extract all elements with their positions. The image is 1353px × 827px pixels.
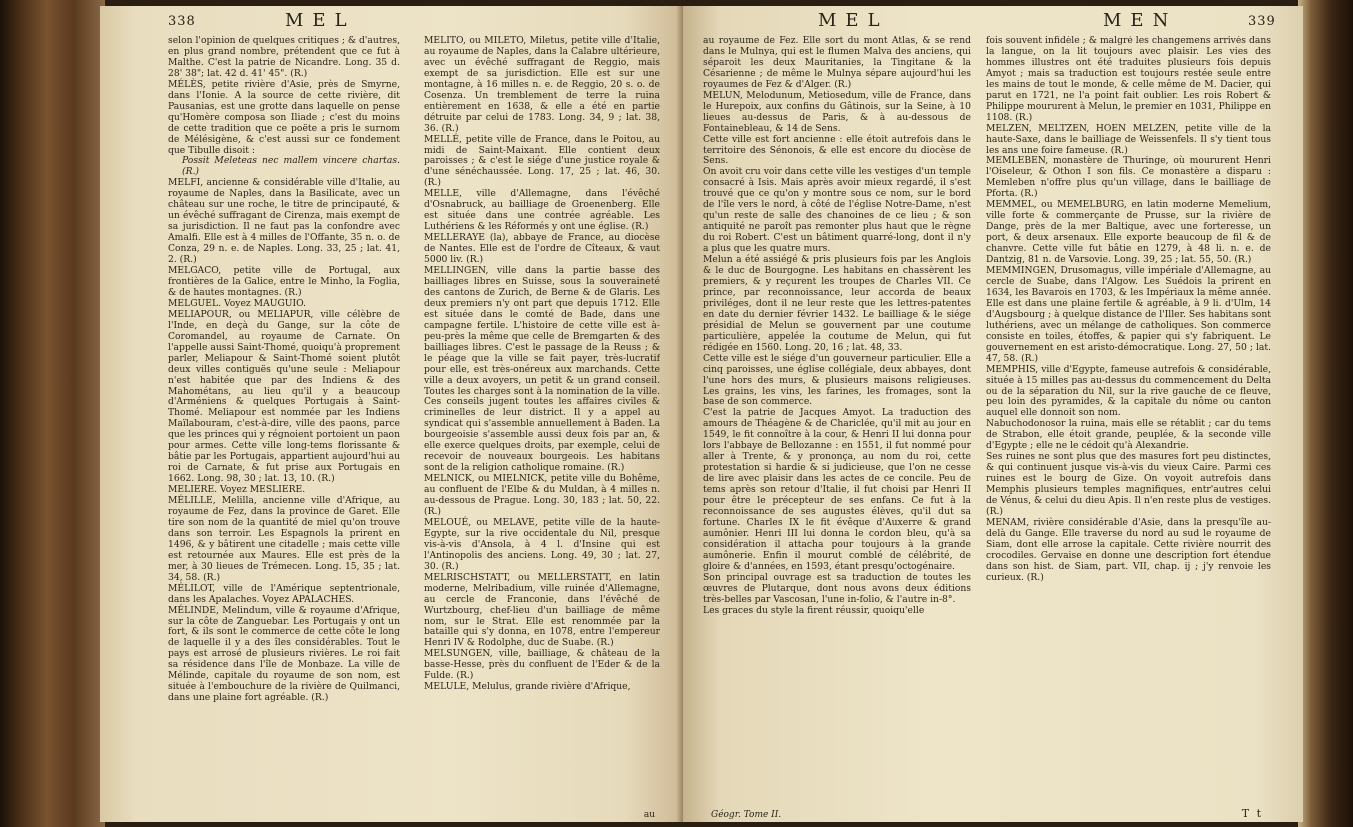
book-cover-right xyxy=(1298,0,1353,827)
entry: MELLERAYE (la), abbaye de France, au diocèse de Nantes. Elle est de l'ordre de Cîteaux, & vaut 5000 liv. (R.) xyxy=(424,232,660,266)
entry: MELSUNGEN, ville, bailliage, & château de la basse-Hesse, près du confluent de l'Eder & de la Fulde. (R.) xyxy=(424,648,660,682)
entry: MENAM, rivière considérable d'Asie, dans la presqu'île au-delà du Gange. Elle traverse du nord au sud le royaume de Siam, dont elle arrose la capitale. Cette rivière nourrit des crocodiles. Gervaise en donne une description fort étendue dans son hist. de Siam, part. VII, chap. ij ; j'y renvoie les curieux. (R.) xyxy=(986,516,1271,583)
entry: MEMMINGEN, Drusomagus, ville impériale d'Allemagne, au cercle de Suabe, dans l'Algow. Les Suédois la prirent en 1634, les Bavarois en 1703, & les Impériaux la même année. Elle est dans une plaine fertile & agréable, à 9 li. d'Ulm, 14 d'Augsbourg ; à quelque distance de l'Iller. Ses habitans sont luthériens, avec un mélange de catholiques. Son commerce consiste en toiles, étoffes, & papier qui s'y fabriquent. Le gouvernement en est aristo-démocratique. Long. 27, 50 ; lat. 47, 58. (R.) xyxy=(986,265,1271,364)
paragraph: Son principal ouvrage est sa traduction de toutes les œuvres de Plutarque, dont nous avons deux éditions très-belles par Vascosan, l'une in-folio, & l'autre in-8°. xyxy=(703,571,971,605)
entry: MELOUÉ, ou MELAVE, petite ville de la haute-Egypte, sur la rive occidentale du Nil, presque vis-à-vis d'Ansola, à 4 l. d'Insine qui est l'Antinopolis des anciens. Long. 49, 30 ; lat. 27, 30. (R.) xyxy=(424,516,660,572)
right-running-head-right: MEN xyxy=(1103,10,1178,31)
paragraph: C'est la patrie de Jacques Amyot. La traduction des amours de Théagène & de Chariclée, qu'il mit au jour en 1549, le fit connoître à la cour, & Henri II lui donna pour lors l'abbaye de Bellozanne : en 1551, il fut nommé pour aller à Trente, & y prononça, au nom du roi, cette protestation si hardie & si judicieuse, que l'on ne cesse de lire avec plaisir dans les actes de ce concile. Peu de tems après son retour d'Italie, il fut choisi par Henri II pour être le précepteur de ses enfans. Ce fut à la reconnoissance de ses augustes élèves, qu'il dut sa fortune. Charles IX le fit évêque d'Auxerre & grand aumônier. Henri III lui donna le cordon bleu, qu'à sa considération il attacha pour toujours à la grande aumônerie. Enfin il mourut comblé de célébrité, de gloire & d'années, en 1593, étant presqu'octogénaire. xyxy=(703,407,971,572)
signature-mark: T t xyxy=(1241,807,1263,820)
entry: selon l'opinion de quelques critiques ; & d'autres, en plus grand nombre, prétendent que ce fut à Malthe. C'est la patrie de Nicandre. Long. 35 d. 28' 38"; lat. 42 d. 41' 45". (R.) xyxy=(168,36,400,79)
entry: MELGUEL. Voyez MAUGUIO. xyxy=(168,297,307,309)
left-page-column-2 xyxy=(424,36,660,808)
volume-footer: Géogr. Tome II. xyxy=(711,810,782,820)
paragraph: Nabuchodonosor la ruina, mais elle se rétablit ; car du tems de Strabon, elle étoit grande, peuplée, & la seconde ville d'Egypte ; elle ne le cédoit qu'à Alexandrie. xyxy=(986,418,1271,452)
right-page-column-2 xyxy=(986,36,1271,808)
entry: MELZEN, MELTZEN, HOEN MELZEN, petite ville de la haute-Saxe, dans le bailliage de Weissenfels. Il s'y tient tous les ans une foire fameuse. (R.) xyxy=(986,122,1271,156)
entry: MÉLINDE, Melindum, ville & royaume d'Afrique, sur la côte de Zanguebar. Les Portugais y ont un fort, & ils sont le commerce de cette côte le long de laquelle il y a des îles considérables. Tout le pays est arrosé de plusieurs rivières. Le roi fait sa résidence dans l'île de Monbaze. La ville de Mélinde, capitale du royaume de son nom, est située à l'embouchure de la rivière de Quilmanci, dans une plaine fort agréable. (R.) xyxy=(168,604,400,704)
entry: MELUN, Melodunum, Metiosedum, ville de France, dans le Hurepoix, aux confins du Gâtinois, sur la Seine, à 10 lieues au-dessus de Paris, & à au-dessous de Fontainebleau, & 14 de Sens. xyxy=(703,89,971,134)
right-page-number: 339 xyxy=(1248,14,1276,29)
left-page-column-1 xyxy=(168,36,400,808)
entry: MELIAPOUR, ou MELIAPUR, ville célèbre de l'Inde, en deçà du Gange, sur la côte de Coromandel, au royaume de Carnate. On l'appelle aussi Saint-Thomé, quoiqu'à proprement parler, Meliapour & Saint-Thomé soient plutôt deux villes contiguës qu'une seule : Meliapour n'est habitée que par des Indiens & des Mahométans, au lieu qu'il y a beaucoup d'Arméniens & quelques Portugais à Saint-Thomé. Meliapour est nommée par les Indiens Maïlabouram, c'est-à-dire, ville des paons, parce que les princes qui y régnoient portoient un paon pour armes. Cette ville long-tems florissante & bâtie par les Portugais, appartient aujourd'hui au roi de Carnate, & fut prise aux Portugais en 1662. Long. 98, 30 ; lat. 13, 10. (R.) xyxy=(168,308,400,485)
left-page xyxy=(100,6,683,822)
paragraph: Les graces du style la firent réussir, quoiqu'elle xyxy=(703,604,925,616)
right-page xyxy=(683,6,1303,822)
paragraph: fois souvent infidèle ; & malgré les changemens arrivés dans la langue, on la lit toujours avec plaisir. Les vies des hommes illustres ont été traduites plusieurs fois depuis Amyot ; mais sa traduction est toujours restée seule entre les mains de tout le monde, & celle même de M. Dacier, qui parut en 1721, ne l'a point fait oublier. Les rois Robert & Philippe moururent à Melun, le premier en 1031, Philippe en 1108. (R.) xyxy=(986,36,1271,123)
catchword: au xyxy=(643,810,655,820)
right-running-head-left: MEL xyxy=(818,10,889,31)
verse-quote: Possit Meleteas nec mallem vincere chartas. (R.) xyxy=(182,155,400,178)
entry: MELULE, Melulus, grande rivière d'Afrique, xyxy=(424,681,631,693)
left-running-head: MEL xyxy=(285,10,356,31)
entry: MELNICK, ou MIELNICK, petite ville du Bohême, au confluent de l'Elbe & du Muldan, à 4 milles n. au-dessous de Prague. Long. 30, 183 ; lat. 50, 22. (R.) xyxy=(424,473,660,517)
entry: MEMMEL, ou MEMELBURG, en latin moderne Memelium, ville forte & commerçante de Prusse, sur la rivière de Dange, près de la mer Baltique, avec une forteresse, un port, & deux arsenaux. Elle exporte beaucoup de fil & de chanvre. Cette ville fut bâtie en 1279, à 48 li. n. e. de Dantzig, 81 n. de Varsovie. Long. 39, 25 ; lat. 55, 50. (R.) xyxy=(986,199,1271,266)
entry: MÉLILOT, ville de l'Amérique septentrionale, dans les Apalaches. Voyez APALACHES. xyxy=(168,582,400,605)
entry: au royaume de Fez. Elle sort du mont Atlas, & se rend dans le Mulnya, qui est le flumen Malva des anciens, qui séparoit les deux Mauritanies, la Tingitane & la Césarienne ; de même le Mulnya sépare aujourd'hui les royaumes de Fez & d'Alger. (R.) xyxy=(703,36,971,90)
paragraph: Ses ruines ne sont plus que des masures fort peu distinctes, & qui continuent jusque vis-à-vis du vieux Caire. Parmi ces ruines est le bourg de Gize. On voyoit autrefois dans Memphis plusieurs temples magnifiques, entr'autres celui de Vénus, & celui du dieu Apis. Il n'en reste plus de vestiges. (R.) xyxy=(986,451,1271,517)
paragraph: On avoit cru voir dans cette ville les vestiges d'un temple consacré à Isis. Mais après avoir mieux regardé, il s'est trouvé que ce qu'on y montre sous ce nom, sur le bord de l'île vers le nord, à côté de l'église Notre-Dame, n'est qu'un reste de salle des chanoines de ce lieu ; & son antiquité ne paroît pas remonter plus haut que le règne du roi Robert. C'est un bâtiment quarré-long, dont il n'y a plus que les quatre murs. xyxy=(703,166,971,255)
entry: MELGACO, petite ville de Portugal, aux frontières de la Galice, entre le Minho, la Foglia, & de hautes montagnes. (R.) xyxy=(168,265,400,298)
right-page-header xyxy=(683,6,1303,31)
entry: MELLÉ, petite ville de France, dans le Poitou, au midi de Saint-Maixant. Elle contient deux paroisses ; & c'est le siége d'une justice royale & d'une sénéchaussée. Long. 17, 25 ; lat. 46, 30. (R.) xyxy=(424,133,660,189)
entry: MELLE, ville d'Allemagne, dans l'évêché d'Osnabruck, au bailliage de Groenenberg. Elle est située dans une contrée agréable. Les Luthériens & les Réformés y ont une église. (R.) xyxy=(424,188,660,233)
paragraph: Cette ville est le siége d'un gouverneur particulier. Elle a cinq paroisses, une église collégiale, deux abbayes, dont l'une hors des murs, & plusieurs maisons religieuses. Les grains, les vins, les farines, les fromages, sont la base de son commerce. xyxy=(703,352,971,408)
entry: MÉLILLE, Melilla, ancienne ville d'Afrique, au royaume de Fez, dans la province de Garet. Elle tire son nom de la quantité de miel qu'on trouve dans son terroir. Les Espagnols la prirent en 1496, & y bâtirent une citadelle ; mais cette ville est retournée aux Maures. Elle est près de la mer, à 30 lieues de Trémecen. Long. 15, 35 ; lat. 34, 58. (R.) xyxy=(168,495,400,583)
left-page-number: 338 xyxy=(168,14,196,29)
entry: MELLINGEN, ville dans la partie basse des bailliages libres en Suisse, sous la souveraineté des cantons de Zurich, de Berne & de Glaris. Les deux premiers n'y ont part que depuis 1712. Elle est située dans le comté de Bade, dans une campagne fertile. L'histoire de cette ville est à-peu-près la même que celle de Bremgarten & des bailliages libres. C'est le passage de la Reuss ; & le péage que la ville se fait payer, très-lucratif pour elle, est très-onéreux aux marchands. Cette ville a deux avoyers, un petit & un grand conseil. Toutes les charges sont à la nomination de la ville. Ces conseils jugent toutes les affaires civiles & criminelles de leur district. Il y a appel au syndicat qui s'assemble annuellement à Baden. La bourgeoisie s'assemble aussi deux fois par an, & elle exerce quelques droits, par exemple, celui de recevoir de nouveaux bourgeois. Les habitans sont de la religion catholique romaine. (R.) xyxy=(424,265,660,474)
book-cover-left xyxy=(0,0,105,827)
entry: MÉLITO, ou MILETO, Miletus, petite ville d'Italie, au royaume de Naples, dans la Calabre ultérieure, avec un évêché suffragant de Reggio, mais exempt de sa jurisdiction. Elle est sur une montagne, à 16 milles n. e. de Reggio, 20 s. o. de Cosenza. Un tremblement de terre la ruina entièrement en 1638, & elle a été en partie détruite par celui de 1783. Long. 34, 9 ; lat. 38, 36. (R.) xyxy=(424,36,660,134)
entry: MELIERE. Voyez MESLIERE. xyxy=(168,484,306,496)
entry: MÉLÈS, petite rivière d'Asie, près de Smyrne, dans l'Ionie. A la source de cette rivière, dit Pausanias, est une grotte dans laquelle on pense qu'Homère composa son Iliade ; c'est du moins de cette tradition que ce poëte a pris le surnom de Mélésigène, & c'est aussi sur ce fondement que Tibulle disoit : xyxy=(168,78,400,156)
entry: MEMPHIS, ville d'Egypte, fameuse autrefois & considérable, située à 15 milles pas au-dessus du commencement du Delta ou de la séparation du Nil, sur la rive gauche de ce fleuve, peu loin des pyramides, & la capitale du nôme ou canton auquel elle donnoit son nom. xyxy=(986,363,1271,419)
paragraph: Cette ville est fort ancienne : elle étoit autrefois dans le territoire des Sénonois, & elle est encore du diocèse de Sens. xyxy=(703,133,971,167)
paragraph: Melun a été assiégé & pris plusieurs fois par les Anglois & le duc de Bourgogne. Les habitans en chassèrent les premiers, & y reçurent les troupes de Charles VII. Ce prince, par reconnoissance, leur accorda de beaux priviléges, dont il ne leur reste que les lettres-patentes en date du dernier février 1432. Le bailliage & le siége présidial de Melun se gouvernent par une coutume particulière, appelée la coutume de Melun, qui fut rédigée en 1560. Long. 20, 16 ; lat. 48, 33. xyxy=(703,254,971,353)
entry: MELFI, ancienne & considérable ville d'Italie, au royaume de Naples, dans la Basilicate, avec un château sur une roche, le titre de principauté, & un évêché suffragant de Cirenza, mais exempt de sa jurisdiction. Il ne faut pas la confondre avec Amalfi. Elle est à 4 milles de l'Offante, 35 n. o. de Conza, 29 n. e. de Naples. Long. 33, 25 ; lat. 41, 2. (R.) xyxy=(168,177,400,266)
right-page-column-1 xyxy=(703,36,971,808)
entry: MELRISCHSTATT, ou MELLERSTATT, en latin moderne, Melribadium, ville ruinée d'Allemagne, au cercle de Franconie, dans l'évêché de Wurtzbourg, chef-lieu d'un bailliage de même nom, sur le Strat. Elle est renommée par la bataille qui s'y donna, en 1078, entre l'empereur Henri IV & Rodolphe, duc de Suabe. (R.) xyxy=(424,571,660,649)
entry: MEMLEBEN, monastère de Thuringe, où moururent Henri l'Oiseleur, & Othon I son fils. Ce monastère a disparu : Memleben n'offre plus qu'un village, dans le bailliage de Pforta. (R.) xyxy=(986,155,1271,200)
left-page-header xyxy=(100,6,683,31)
